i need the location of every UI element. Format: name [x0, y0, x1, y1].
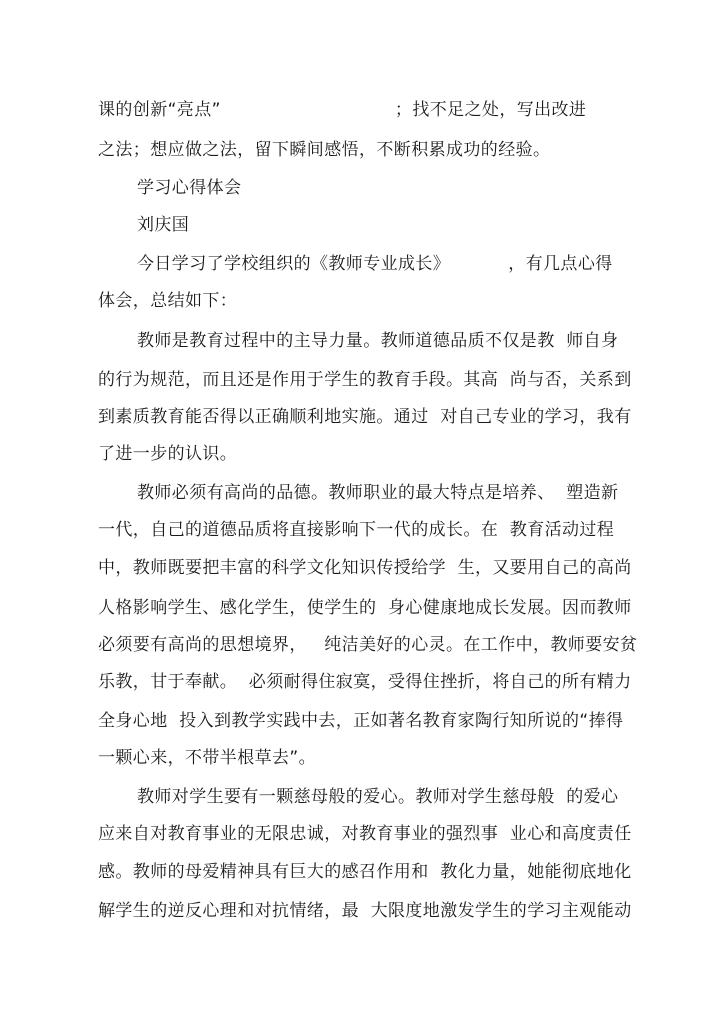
- text-line-19: 教师对学生要有一颗慈母般的爱心。教师对学生慈母般 的爱心: [137, 787, 619, 807]
- text-line-12: 一代，自己的道德品质将直接影响下一代的成长。在 教育活动过程: [98, 520, 615, 540]
- text-line-18: 一颗心来，不带半根草去”。: [98, 748, 317, 768]
- text-line-1: 课的创新“亮点” ；找不足之处，写出改进: [98, 100, 587, 120]
- text-line-9: 到素质教育能否得以正确顺利地实施。通过 对自己专业的学习，我有: [98, 407, 632, 427]
- text-line-8: 的行为规范，而且还是作用于学生的教育手段。其高 尚与否，关系到: [98, 370, 632, 390]
- text-line-14: 人格影响学生、感化学生，使学生的 身心健康地成长发展。因而教师: [98, 598, 632, 618]
- text-line-15: 必须要有高尚的思想境界， 纯洁美好的心灵。在工作中，教师要安贫: [98, 635, 638, 655]
- text-line-22: 解学生的逆反心理和对抗情绪，最 大限度地激发学生的学习主观能动: [98, 901, 632, 921]
- text-line-16: 乐教，甘于奉献。 必须耐得住寂寞，受得住挫折，将自己的所有精力: [98, 672, 632, 692]
- text-line-21: 感。教师的母爱精神具有巨大的感召作用和 教化力量，她能彻底地化: [98, 862, 632, 882]
- text-line-7: 教师是教育过程中的主导力量。教师道德品质不仅是教 师自身: [137, 331, 619, 351]
- text-line-6: 体会，总结如下：: [98, 291, 238, 311]
- text-line-10: 了进一步的认识。: [98, 444, 238, 464]
- text-line-11: 教师必须有高尚的品德。教师职业的最大特点是培养、 塑造新: [137, 483, 619, 503]
- text-line-2: 之法；想应做之法，留下瞬间感悟，不断积累成功的经验。: [98, 140, 551, 160]
- text-line-20: 应来自对教育事业的无限忠诚，对教育事业的强烈事 业心和高度责任: [98, 824, 632, 844]
- text-line-13: 中，教师既要把丰富的科学文化知识传授给学 生，又要用自己的高尚: [98, 558, 632, 578]
- text-line-5: 今日学习了学校组织的《教师专业成长》 ，有几点心得: [137, 254, 613, 274]
- author-name: 刘庆国: [137, 215, 190, 235]
- section-heading: 学习心得体会: [137, 178, 242, 198]
- text-line-17: 全身心地 投入到教学实践中去，正如著名教育家陶行知所说的“捧得: [98, 711, 624, 731]
